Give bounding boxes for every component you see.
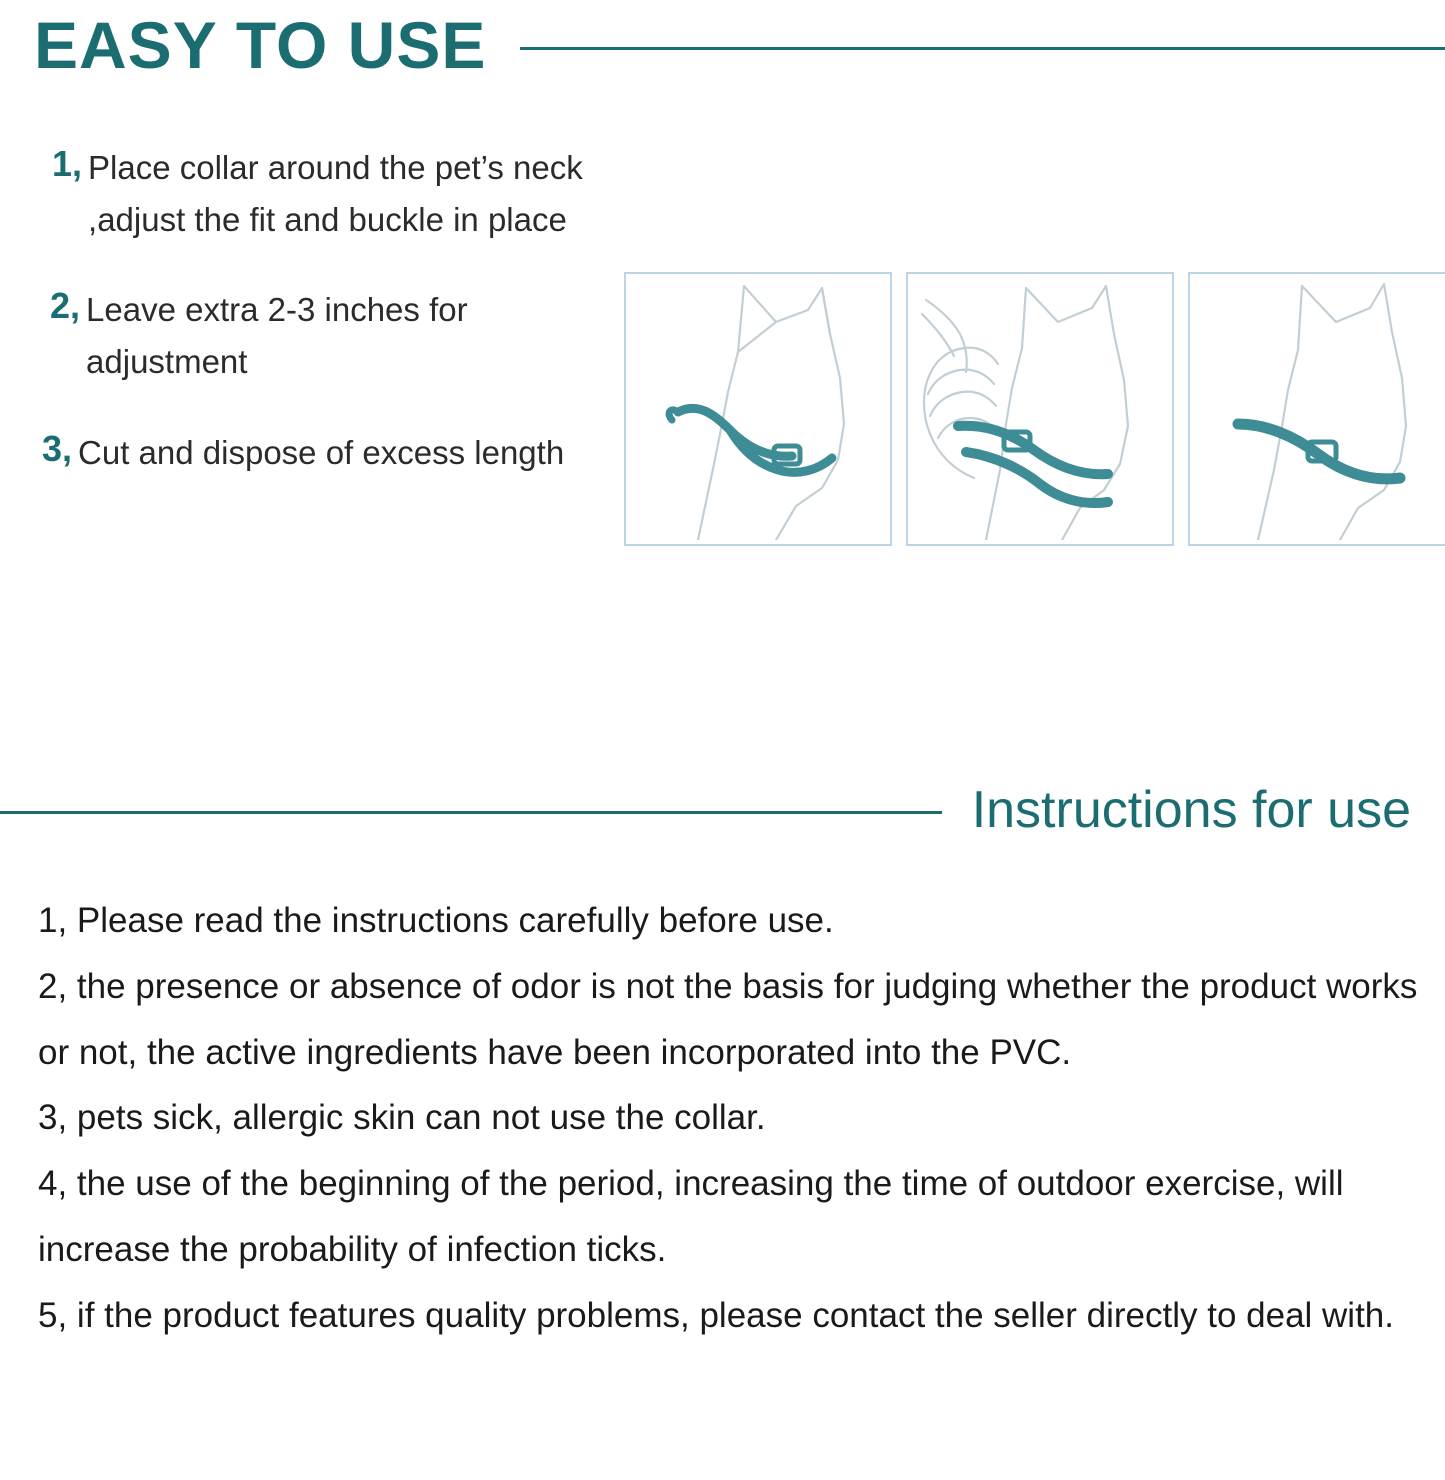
instruction-line: 4, the use of the beginning of the period, increasing the time of outdoor exercise, will increase the probability of infection ticks.: [38, 1164, 1344, 1269]
step-number: 3,: [42, 427, 73, 469]
step-number: 2,: [50, 285, 81, 327]
panel-collar-loose: [624, 272, 892, 546]
hand-adjusting-collar-illustration: [908, 274, 1168, 540]
steps-list: [34, 142, 634, 517]
step-text: Place collar around the pet’s neck ,adjust the fit and buckle in place: [88, 149, 583, 239]
panel-hand-adjusting: [906, 272, 1174, 546]
step-text: Leave extra 2-3 inches for adjustment: [86, 291, 468, 381]
instruction-line: 5, if the product features quality problems, please contact the seller directly to deal with.: [38, 1295, 1394, 1335]
instruction-line: 3, pets sick, allergic skin can not use the collar.: [38, 1098, 766, 1138]
instructions-header: [0, 762, 1445, 858]
instructions-title: Instructions for use: [971, 781, 1411, 839]
header-divider-line: [520, 47, 1445, 50]
instruction-line: 1, Please read the instructions carefully before use.: [38, 901, 834, 940]
panel-collar-fitted: [1188, 272, 1445, 546]
instruction-line: 2, the presence or absence of odor is not the basis for judging whether the product works or not, the active ingredients have been incorporated into the PVC.: [38, 966, 1418, 1072]
list-item: [52, 142, 634, 246]
instructions-body: [38, 888, 1418, 1349]
list-item: [50, 284, 634, 388]
cat-collar-loose-illustration: [626, 274, 886, 540]
page-title: EASY TO USE: [34, 8, 487, 82]
illustration-panel-group: [624, 272, 1445, 546]
step-text: Cut and dispose of excess length: [78, 433, 565, 471]
cat-collar-fitted-illustration: [1190, 274, 1445, 540]
list-item: [42, 427, 634, 479]
step-number: 1,: [52, 143, 83, 184]
easy-to-use-header: [0, 0, 1445, 90]
instructions-divider-line: [0, 811, 942, 814]
